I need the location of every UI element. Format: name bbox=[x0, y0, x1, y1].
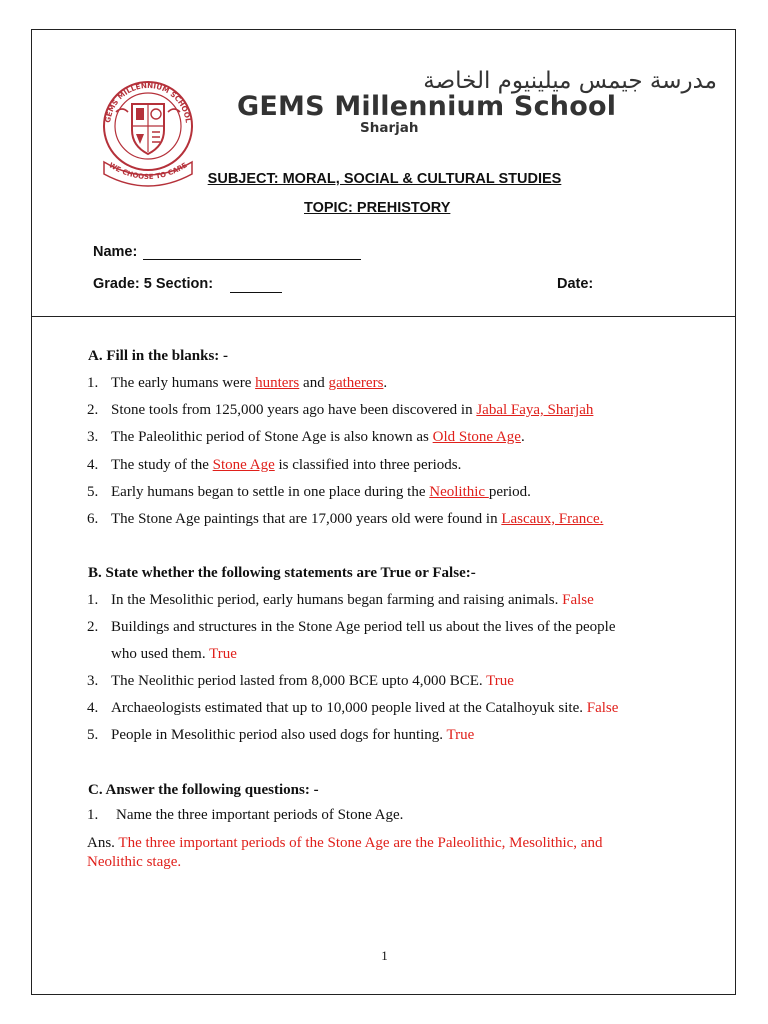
svg-text:WE CHOOSE TO CARE: WE CHOOSE TO CARE bbox=[107, 161, 189, 182]
school-name-english: GEMS Millennium School bbox=[237, 91, 617, 122]
answer-blank: Lascaux, France. bbox=[501, 511, 604, 527]
true-false-answer: False bbox=[586, 700, 619, 716]
section-b-heading: B. State whether the following statements are True or False:- bbox=[88, 565, 476, 581]
school-city: Sharjah bbox=[360, 120, 419, 136]
answer-line-2: Neolithic stage. bbox=[87, 854, 182, 870]
true-false-answer: False bbox=[562, 592, 594, 608]
answer-blank: hunters bbox=[255, 375, 300, 391]
subject-heading: SUBJECT: MORAL, SOCIAL & CULTURAL STUDIES bbox=[207, 171, 562, 187]
answer-blank: gatherers bbox=[328, 375, 384, 391]
worksheet-page: GEMS MILLENNIUM SCHOOL WE CHOOSE TO CARE مدرسة جيمس ميلينيوم الخاصة GEMS Millennium School Sharjah SUBJECT: MORAL, SOCIAL & CULTURAL STUDIES TOPIC: PREHISTORY Name: Grade: 5 Section: Date: A. Fill in the blanks: - 1. The early humans were hunters and gatherers. 2. Stone tools from 125,000 years ago have been discovered in Jabal Faya, Sharjah 3. The Paleolithic period of Stone Age is also known as Old Stone Age. 4. The study of the Stone Age is classified into three periods. 5. Early humans began to settle in one place during the Neolithic period. 6. The Stone Age paintings that are 17,000 years old were found in Lascaux, France. B. State whether the following statements are True or False:- 1. In the Mesolithic period, early humans began farming and raising animals. False 2. Buildings and structures in the Stone Age period tell us about the lives of the people who used them. True 3. The Neolithic period lasted from 8,000 BCE upto 4,000 BCE. True 4. Archaeologists estimated that up to 10,000 people lived at the Catalhoyuk site. False 5. People in Mesolithic period also used dogs for hunting. True C. Answer the following questions: - 1. Name the three important periods of Stone Age. Ans. The three important periods of the Stone Age are the Paleolithic, Mesolithic, and Neolithic stage. 1 bbox=[31, 29, 736, 995]
svg-text:GEMS MILLENNIUM SCHOOL: GEMS MILLENNIUM SCHOOL bbox=[103, 80, 193, 124]
answer-blank: Old Stone Age bbox=[432, 429, 521, 445]
true-false-answer: True bbox=[209, 646, 237, 662]
section-c-heading: C. Answer the following questions: - bbox=[88, 782, 319, 798]
true-false-answer: True bbox=[446, 727, 475, 743]
name-blank[interactable] bbox=[143, 259, 361, 260]
header-divider bbox=[32, 316, 735, 317]
topic-heading: TOPIC: PREHISTORY bbox=[304, 200, 451, 216]
grade-section-label: Grade: 5 Section: bbox=[93, 276, 214, 292]
section-blank[interactable] bbox=[230, 292, 282, 293]
answer-blank: Neolithic bbox=[429, 484, 489, 500]
answer-line-1: Ans. The three important periods of the Stone Age are the Paleolithic, Mesolithic, and bbox=[87, 835, 603, 851]
section-a-heading: A. Fill in the blanks: - bbox=[88, 348, 229, 364]
answer-blank: Jabal Faya, Sharjah bbox=[476, 402, 594, 418]
answer-blank: Stone Age bbox=[212, 457, 275, 473]
question-text: Name the three important periods of Stone Age. bbox=[116, 807, 404, 823]
true-false-answer: True bbox=[486, 673, 514, 689]
name-label: Name: bbox=[93, 244, 138, 260]
page-number: 1 bbox=[381, 948, 388, 963]
date-label: Date: bbox=[557, 276, 594, 292]
school-name-arabic: مدرسة جيمس ميلينيوم الخاصة bbox=[423, 68, 717, 94]
